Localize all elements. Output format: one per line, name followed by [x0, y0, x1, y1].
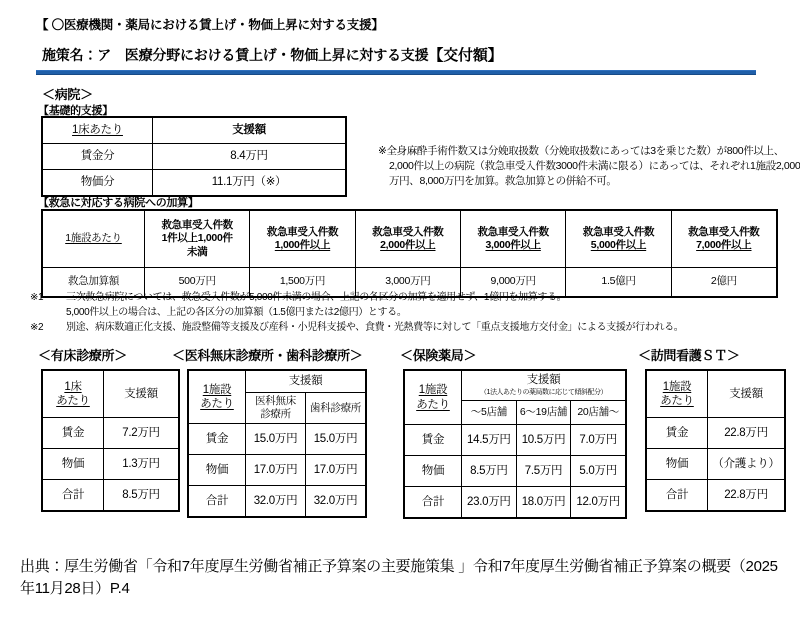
section-caption-pharmacy: ＜保険薬局＞: [400, 348, 477, 363]
mushou-label-wage: 賃金: [189, 424, 246, 455]
emg-row-label: 救急加算額: [43, 268, 145, 297]
section-caption-yusho-clinic: ＜有床診療所＞: [38, 348, 127, 363]
yakkyo-subheader-tier-3: 20店舗～: [571, 401, 626, 425]
yakkyo-header-per-facility: [405, 371, 462, 425]
yusho-header-per-bed: [43, 371, 104, 418]
table-row: [43, 449, 179, 480]
emg-header-tier-1: [145, 211, 250, 268]
emg-header-tier-4: [460, 211, 565, 268]
homon-value-price: （介護より）: [708, 449, 785, 480]
table-row: [189, 486, 366, 517]
yakkyo-label-total: 合計: [405, 487, 462, 518]
mushou-value-price-medical: 17.0万円: [246, 455, 306, 486]
emg-header-tier-3-l1: 救急車受入件数: [372, 225, 444, 238]
table-insurance-pharmacy: [404, 370, 626, 518]
table-row: [647, 418, 785, 449]
emg-header-tier-3-l2: 2,000件以上: [380, 239, 436, 251]
basic-row-label-price: 物価分: [43, 170, 153, 196]
basic-row-value-price: 11.1万円（※）: [153, 170, 346, 196]
table-row: [405, 425, 626, 456]
table-emergency-addon: [42, 210, 777, 297]
yakkyo-header-amount-title: 支援額: [526, 374, 561, 387]
hospital-side-note: ※全身麻酔手術件数又は分娩取扱数（分娩取扱数にあっては3を乗じた数）が800件以上、2,000件以上の病院（救急車受入件数3000件未満に限る）にあっては、それぞれ1施設2,000万円、8,000万円を加算。救急加算との併給不可。: [378, 145, 800, 188]
emg-value-tier-6: 2億円: [671, 268, 776, 297]
yakkyo-header-per-facility-l2: あたり: [416, 398, 450, 411]
policy-title-line: [42, 44, 502, 65]
yusho-label-price: 物価: [43, 449, 104, 480]
yakkyo-value-price-tier-2: 7.5万円: [516, 456, 571, 487]
source-citation: 出典：厚生労働省「令和7年度厚生労働省補正予算案の主要施策集 」令和7年度厚生労働省補正予算案の概要（2025年11月28日）P.4: [20, 558, 778, 597]
emg-header-tier-5-l2: 5,000件以上: [590, 239, 647, 251]
header-divider-rule: [36, 70, 756, 75]
table-row: [43, 480, 179, 511]
yakkyo-value-wage-tier-2: 10.5万円: [516, 425, 571, 456]
yakkyo-label-price: 物価: [405, 456, 462, 487]
basic-header-per-bed: 1床あたり: [43, 118, 153, 144]
yakkyo-value-wage-tier-1: 14.5万円: [462, 425, 517, 456]
homon-header-per-facility-l1: 1施設: [662, 380, 692, 393]
mushou-subheader-medical: [246, 393, 306, 424]
mushou-header-per-facility: [189, 371, 246, 424]
yusho-label-wage: 賃金: [43, 418, 104, 449]
emg-value-tier-3: 3,000万円: [355, 268, 460, 297]
emg-header-per-facility: 1施設あたり: [43, 211, 145, 268]
table-row: [43, 144, 346, 170]
yakkyo-subheader-tier-2: 6～19店舗: [516, 401, 571, 425]
emg-header-tier-1-l2: 1件以上1,000件: [161, 232, 233, 245]
footnote-1-mark: ※1: [30, 292, 44, 303]
emg-header-tier-2: [250, 211, 355, 268]
homon-header-amount: 支援額: [708, 371, 785, 418]
table-header-row: [43, 211, 777, 268]
emg-header-tier-3: [355, 211, 460, 268]
emg-header-tier-5-l1: 救急車受入件数: [582, 225, 655, 238]
table-row: [43, 418, 179, 449]
mushou-subheader-dental: 歯科診療所: [306, 393, 366, 424]
emg-header-tier-4-l1: 救急車受入件数: [477, 225, 549, 238]
mushou-header-per-facility-l1: 1施設: [202, 383, 232, 396]
table-header-row: [647, 371, 785, 418]
table-row: [647, 480, 785, 511]
mushou-value-wage-medical: 15.0万円: [246, 424, 306, 455]
footnotes: [30, 290, 790, 335]
table-mushou-dental-clinic: [188, 370, 366, 517]
document-heading: 【 〇医療機関・薬局における賃上げ・物価上昇に対する支援】: [36, 18, 384, 32]
yusho-value-wage: 7.2万円: [104, 418, 179, 449]
emg-header-tier-1-l3: 未満: [186, 245, 208, 258]
table-row: [43, 118, 346, 144]
homon-header-per-facility: [647, 371, 708, 418]
footnote-2-mark: ※2: [30, 322, 44, 333]
mushou-value-price-dental: 17.0万円: [306, 455, 366, 486]
yakkyo-value-total-tier-2: 18.0万円: [516, 487, 571, 518]
emg-header-tier-1-l1: 救急車受入件数: [161, 219, 233, 232]
yakkyo-label-wage: 賃金: [405, 425, 462, 456]
emg-header-tier-6-l1: 救急車受入件数: [688, 225, 760, 238]
table-row: [405, 456, 626, 487]
emg-header-tier-2-l2: 1,000件以上: [274, 239, 331, 251]
table-header-row: [405, 371, 626, 401]
homon-label-total: 合計: [647, 480, 708, 511]
yakkyo-value-total-tier-3: 12.0万円: [571, 487, 626, 518]
subsection-caption-emergency-addon: 【救急に対応する病院への加算】: [38, 197, 199, 209]
yusho-header-amount: 支援額: [104, 371, 179, 418]
yakkyo-header-amount-note: （1法人あたりの薬局数に応じて傾斜配分）: [480, 388, 607, 396]
yakkyo-value-total-tier-1: 23.0万円: [462, 487, 517, 518]
yusho-header-per-bed-l2: あたり: [56, 395, 90, 407]
table-visiting-nursing-station: [646, 370, 785, 511]
table-yusho-clinic: [42, 370, 179, 511]
footnote-1: [30, 290, 790, 305]
homon-value-total: 22.8万円: [708, 480, 785, 511]
emg-value-tier-4: 9,000万円: [460, 268, 565, 297]
subsection-caption-basic-support: 【基礎的支援】: [38, 105, 113, 117]
yusho-label-total: 合計: [43, 480, 104, 511]
homon-value-wage: 22.8万円: [708, 418, 785, 449]
basic-row-label-wage: 賃金分: [43, 144, 153, 170]
mushou-value-total-medical: 32.0万円: [246, 486, 306, 517]
homon-label-price: 物価: [647, 449, 708, 480]
emg-header-tier-6: [671, 211, 776, 268]
footnote-2: [30, 320, 790, 335]
mushou-subheader-medical-l1: 医科無床: [255, 395, 296, 407]
mushou-subheader-medical-l2: 診療所: [260, 408, 291, 421]
footnote-1-line2: 5,000件以上の場合は、上記の各区分の加算額（1.5億円または2億円）とする。: [66, 307, 407, 318]
table-row: [405, 487, 626, 518]
table-basic-support: [42, 117, 346, 196]
table-row: [43, 170, 346, 196]
emg-header-tier-6-l2: 7,000件以上: [696, 239, 752, 251]
basic-row-value-wage: 8.4万円: [153, 144, 346, 170]
yusho-value-total: 8.5万円: [104, 480, 179, 511]
grant-amount-label: 【交付額】: [428, 47, 503, 64]
yakkyo-header-per-facility-l1: 1施設: [418, 384, 448, 397]
emg-header-tier-5: [566, 211, 671, 268]
mushou-value-total-dental: 32.0万円: [306, 486, 366, 517]
section-caption-hospital: ＜病院＞: [42, 87, 93, 102]
yakkyo-value-wage-tier-3: 7.0万円: [571, 425, 626, 456]
emg-header-tier-4-l2: 3,000件以上: [485, 239, 541, 251]
section-caption-visiting-nursing: ＜訪問看護ＳＴ＞: [638, 348, 740, 363]
section-caption-mushou-dental: ＜医科無床診療所・歯科診療所＞: [172, 348, 363, 363]
mushou-header-per-facility-l2: あたり: [200, 398, 234, 411]
footnote-2-line1: 別途、病床数適正化支援、施設整備等支援及び産科・小児科支援や、食費・光熱費等に対して「重点支援地方交付金」による支援が行われる。: [66, 322, 684, 333]
table-header-row: [189, 371, 366, 393]
emg-value-tier-2: 1,500万円: [250, 268, 355, 297]
yakkyo-value-price-tier-3: 5.0万円: [571, 456, 626, 487]
emg-value-tier-1: 500万円: [145, 268, 250, 297]
policy-title-text: 施策名：ア 医療分野における賃上げ・物価上昇に対する支援: [42, 47, 429, 63]
emg-value-tier-5: 1.5億円: [566, 268, 671, 297]
homon-header-per-facility-l2: あたり: [660, 395, 694, 407]
footnote-1-line1: 三次救急病院については、救急受入件数が5,000件未満の場合、上記の各区分の加算を適用せず、1億円を加算する。: [66, 292, 567, 303]
mushou-header-amount-group: 支援額: [246, 371, 366, 393]
yusho-value-price: 1.3万円: [104, 449, 179, 480]
emg-header-tier-2-l1: 救急車受入件数: [266, 225, 339, 238]
mushou-label-total: 合計: [189, 486, 246, 517]
yakkyo-value-price-tier-1: 8.5万円: [462, 456, 517, 487]
table-row: [189, 455, 366, 486]
homon-label-wage: 賃金: [647, 418, 708, 449]
table-header-row: [43, 371, 179, 418]
mushou-label-price: 物価: [189, 455, 246, 486]
yusho-header-per-bed-l1: 1床: [64, 380, 82, 393]
yakkyo-header-amount-group: [462, 371, 626, 401]
table-row: [189, 424, 366, 455]
yakkyo-subheader-tier-1: ～5店舗: [462, 401, 517, 425]
basic-header-amount: 支援額: [153, 118, 346, 144]
mushou-value-wage-dental: 15.0万円: [306, 424, 366, 455]
table-row: [647, 449, 785, 480]
